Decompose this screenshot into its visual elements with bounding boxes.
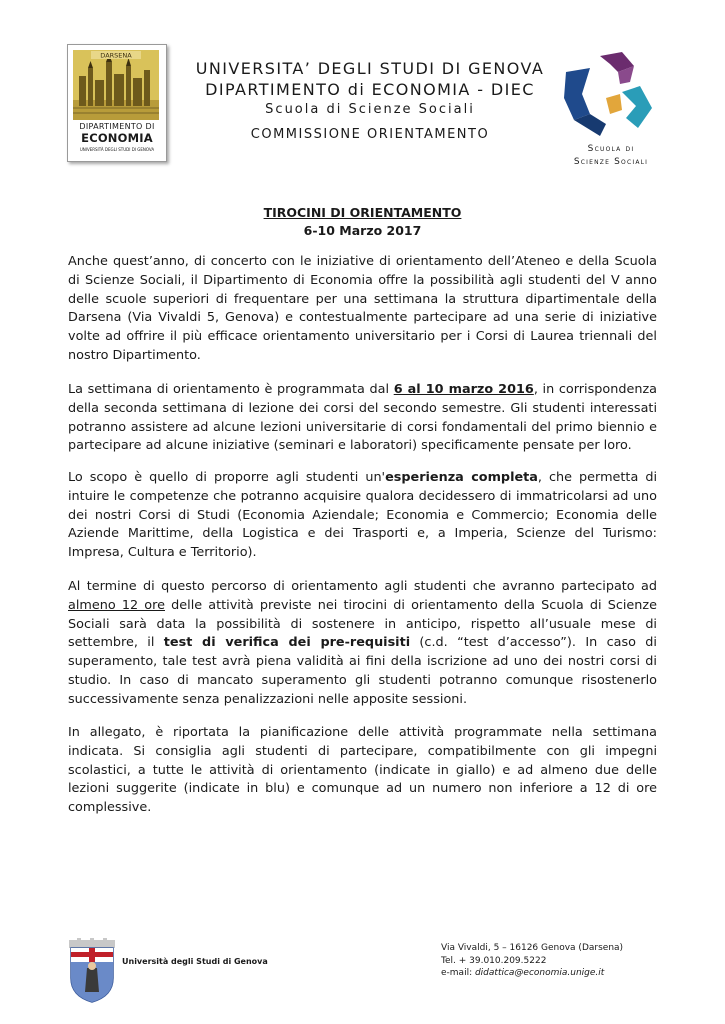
- department-name: DIPARTIMENTO di ECONOMIA - DIEC: [205, 80, 535, 99]
- footer-email-line: [441, 967, 623, 980]
- text: La settimana di orientamento è programmata dal: [68, 382, 394, 397]
- school-logo-line2: Scienze Sociali: [573, 157, 649, 167]
- commission-name: COMMISSIONE ORIENTAMENTO: [250, 127, 490, 142]
- university-name: UNIVERSITA’ DEGLI STUDI DI GENOVA: [195, 59, 545, 78]
- text: , in corrispondenza della seconda settimana di lezione dei corsi del secondo semestre. Gli studenti interessati potranno assistere ad alcune lezioni universitarie di corsi fondamentali del primo biennio e partecipare ad alcune iniziative (seminari e laboratori) specificamente pensate per loro.: [68, 382, 657, 454]
- school-name: Scuola di Scienze Sociali: [265, 102, 475, 117]
- paragraph-test: [68, 578, 657, 710]
- logo-line-university: UNIVERSITÀ DEGLI STUDI DI GENOVA: [79, 147, 155, 152]
- text: Lo scopo è quello di proporre agli studenti un': [68, 470, 386, 485]
- paragraph-schedule: [68, 381, 657, 456]
- text: , che permetta di intuire le competenze che potranno acquisire qualora decidessero di immatricolarsi ad uno dei nostri Corsi di Studi (Economia Aziendale; Economia e Commercio; Economia delle Aziende Marittime, della Logistica e dei Trasporti e, a Imperia, Scienze del Turismo: Impresa, Cultura e Territorio).: [68, 470, 657, 561]
- hours-highlight: almeno 12 ore: [68, 597, 165, 613]
- text: (c.d. “test d’accesso”). In caso di superamento, tale test avrà piena validità ai fini della iscrizione ad uno dei nostri corsi di studio. In caso di mancato superamento gli studenti potranno comunque risostenerlo successivamente senza penalizzazioni nelle apposite sessioni.: [68, 635, 657, 707]
- footer-contacts: [441, 942, 623, 980]
- department-logo: [67, 44, 167, 162]
- logo-top-text: DARSENA: [100, 51, 132, 60]
- footer-phone: Tel. + 39.010.209.5222: [441, 955, 547, 966]
- paragraph-attachment: In allegato, è riportata la pianificazione delle attività programmate nella settimana indicata. Si consiglia agli studenti di partecipare, compatibilmente con gli impegni scolastici, a tutte le attività di orientamento (indicate in giallo) e ad almeno due delle lezioni suggerite (indicate in blu) e comunque ad un numero non inferiore a 12 di ore complessive.: [68, 725, 657, 816]
- document-date: 6-10 Marzo 2017: [303, 223, 422, 238]
- footer-email-label: e-mail:: [441, 968, 475, 978]
- paragraph-purpose: [68, 469, 657, 563]
- test-highlight: test di verifica dei pre-requisiti: [163, 635, 411, 651]
- text: Al termine di questo percorso di orientamento agli studenti che avranno partecipato ad: [68, 579, 657, 594]
- footer-university-name: Università degli Studi di Genova: [122, 957, 268, 966]
- footer-address: Via Vivaldi, 5 – 16126 Genova (Darsena): [441, 943, 624, 953]
- university-crest-icon: [67, 938, 117, 1004]
- footer-email-link[interactable]: didattica@economia.unige.it: [474, 968, 605, 978]
- logo-line-department: DIPARTIMENTO DI: [79, 122, 155, 131]
- darsena-illustration: [73, 50, 159, 120]
- text: delle attività previste nei tirocini di orientamento della Scuola di Scienze Sociali sarà data la possibilità di sostenere in anticipo, rispetto all’usuale mese di settembre, il: [68, 597, 657, 651]
- dates-highlight: 6 al 10 marzo 2016: [393, 382, 534, 397]
- document-title: TIROCINI DI ORIENTAMENTO: [263, 205, 462, 220]
- school-logo-icon: [560, 48, 656, 138]
- paragraph-intro: Anche quest’anno, di concerto con le iniziative di orientamento dell’Ateneo e della Scuola di Scienze Sociali, il Dipartimento di Economia offre la possibilità agli studenti del V anno delle scuole superiori di frequentare per una settimana la struttura dipartimentale della Darsena (Via Vivaldi 5, Genova) e contestualmente partecipare ad una serie di iniziative volte ad offrire il più efficace orientamento universitario per i Corsi di Laurea triennali del nostro Dipartimento.: [68, 254, 657, 363]
- school-logo-caption: [563, 143, 659, 169]
- complete-experience-highlight: esperienza completa: [385, 470, 538, 485]
- logo-line-economia: ECONOMIA: [81, 131, 153, 145]
- school-logo-line1: Scuola di: [587, 144, 635, 154]
